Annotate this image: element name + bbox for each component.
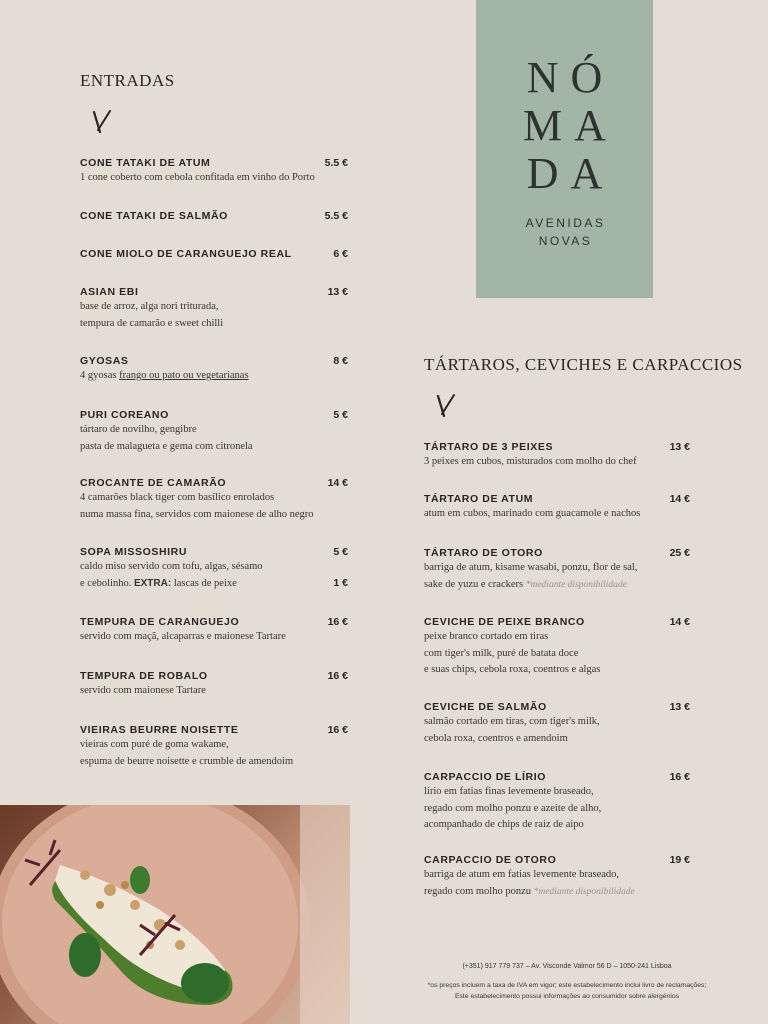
logo-line-2: MA bbox=[523, 101, 618, 150]
item-name: PURI COREANO bbox=[80, 409, 169, 421]
item-price: 14 € bbox=[327, 477, 348, 489]
chopsticks-icon bbox=[90, 108, 112, 136]
item-price: 13 € bbox=[327, 286, 348, 298]
item-price: 25 € bbox=[669, 547, 690, 559]
item-description: caldo miso servido com tofu, algas, sésamo bbox=[80, 561, 263, 572]
footer-contact: (+351) 917 779 737 – Av. Visconde Valmor 56 D – 1050-241 Lisboa bbox=[462, 963, 672, 970]
item-description: tártaro de novilho, gengibre bbox=[80, 424, 197, 435]
item-description: com tiger's milk, puré de batata doce bbox=[424, 647, 579, 659]
extra-row bbox=[80, 575, 348, 592]
menu-item bbox=[424, 616, 690, 678]
menu-item bbox=[424, 493, 690, 522]
chopsticks-icon bbox=[434, 392, 456, 420]
dish-photo bbox=[0, 805, 350, 1024]
item-price: 19 € bbox=[669, 854, 690, 866]
item-price: 13 € bbox=[669, 441, 690, 453]
extra-price: 1 € bbox=[333, 576, 348, 589]
menu-item bbox=[80, 546, 348, 591]
item-description: servido com maçã, alcaparras e maionese Tartare bbox=[80, 631, 286, 642]
item-name: TÁRTARO DE 3 PEIXES bbox=[424, 441, 554, 453]
menu-item bbox=[80, 248, 348, 260]
item-price: 8 € bbox=[333, 355, 348, 367]
item-description: servido com maionese Tartare bbox=[80, 685, 206, 696]
menu-item bbox=[80, 409, 348, 454]
item-description: numa massa fina, servidos com maionese de alho negro bbox=[80, 508, 314, 520]
footer-legal-2: Este estabelecimento possui informações ao consumidor sobre alergénios bbox=[454, 993, 680, 1000]
item-description: 1 cone coberto com cebola confitada em vinho do Porto bbox=[80, 172, 315, 183]
item-name: CONE TATAKI DE ATUM bbox=[80, 157, 211, 169]
logo-line-1: NÓ bbox=[526, 53, 615, 102]
menu-item bbox=[424, 441, 690, 470]
item-name: CONE MIOLO DE CARANGUEJO REAL bbox=[80, 248, 292, 260]
menu-item bbox=[80, 616, 348, 645]
item-description bbox=[424, 577, 690, 594]
extra-label: EXTRA: bbox=[133, 577, 172, 589]
extra-text: lascas de peixe bbox=[171, 577, 237, 589]
item-description: barriga de atum, kisame wasabi, ponzu, flor de sal, bbox=[424, 562, 638, 573]
item-description: atum em cubos, marinado com guacamole e nachos bbox=[424, 508, 641, 519]
item-description: barriga de atum em fatias levemente braseado, bbox=[424, 869, 620, 880]
item-name: TÁRTARO DE OTORO bbox=[424, 547, 543, 559]
desc-text: regado com molho ponzu bbox=[424, 885, 534, 897]
item-name: ASIAN EBI bbox=[80, 286, 139, 298]
logo-subtitle-2: NOVAS bbox=[538, 234, 593, 248]
item-price: 5 € bbox=[333, 409, 348, 421]
item-price: 5.5 € bbox=[324, 210, 348, 222]
item-price: 5 € bbox=[333, 546, 348, 558]
item-description bbox=[80, 368, 348, 384]
item-name: CROCANTE DE CAMARÃO bbox=[80, 477, 227, 489]
item-name: SOPA MISSOSHIRU bbox=[80, 546, 188, 558]
item-price: 13 € bbox=[669, 701, 690, 713]
item-description: peixe branco cortado em tiras bbox=[424, 631, 549, 642]
item-price: 14 € bbox=[669, 493, 690, 505]
item-name: CONE TATAKI DE SALMÃO bbox=[80, 210, 228, 222]
footer-legal-1: *os preços incluem a taxa de IVA em vigor; este estabelecimento inclui livro de reclamações; bbox=[427, 982, 707, 989]
item-description: lírio em fatias finas levemente braseado, bbox=[424, 786, 594, 797]
item-name: VIEIRAS BEURRE NOISETTE bbox=[80, 724, 239, 736]
item-price: 16 € bbox=[669, 771, 690, 783]
entradas-title: ENTRADAS bbox=[80, 71, 175, 90]
desc-text: sake de yuzu e crackers bbox=[424, 578, 526, 590]
desc-underlined-text: frango ou pato ou vegetarianas bbox=[119, 370, 249, 381]
item-price: 5.5 € bbox=[324, 157, 348, 169]
menu-item bbox=[424, 547, 690, 593]
item-description: salmão cortado em tiras, com tiger's milk, bbox=[424, 716, 600, 727]
item-description: cebola roxa, coentros e amendoim bbox=[424, 732, 568, 744]
item-name: CEVICHE DE PEIXE BRANCO bbox=[424, 616, 585, 628]
item-description: 3 peixes em cubos, misturados com molho do chef bbox=[424, 456, 637, 467]
item-name: CARPACCIO DE LÍRIO bbox=[424, 771, 547, 783]
item-description: pasta de malagueta e gema com citronela bbox=[80, 440, 253, 452]
item-description: regado com molho ponzu e azeite de alho, bbox=[424, 802, 602, 814]
desc-text: e cebolinho. bbox=[80, 577, 134, 589]
item-price: 16 € bbox=[327, 724, 348, 736]
availability-note: *mediante disponibilidade bbox=[525, 579, 627, 590]
dish-illustration bbox=[0, 805, 350, 1024]
item-name: CARPACCIO DE OTORO bbox=[424, 854, 557, 866]
item-description: base de arroz, alga nori triturada, bbox=[80, 301, 219, 312]
item-price: 14 € bbox=[669, 616, 690, 628]
item-description: vieiras com puré de goma wakame, bbox=[80, 739, 229, 750]
menu-item bbox=[80, 157, 348, 186]
item-name: CEVICHE DE SALMÃO bbox=[424, 701, 547, 713]
item-description: 4 camarões black tiger com basílico enrolados bbox=[80, 492, 275, 503]
menu-item bbox=[80, 724, 348, 769]
menu-item bbox=[80, 355, 348, 384]
desc-text: 4 gyosas bbox=[80, 370, 120, 381]
menu-item bbox=[424, 854, 690, 900]
availability-note: *mediante disponibilidade bbox=[533, 886, 635, 897]
item-description: espuma de beurre noisette e crumble de amendoim bbox=[80, 755, 294, 767]
item-description: acompanhado de chips de raiz de aipo bbox=[424, 819, 584, 830]
logo-subtitle-1: AVENIDAS bbox=[525, 216, 606, 230]
tartaros-title: TÁRTAROS, CEVICHES E CARPACCIOS bbox=[424, 355, 743, 374]
item-description: e suas chips, cebola roxa, coentros e algas bbox=[424, 664, 601, 675]
menu-item bbox=[80, 670, 348, 699]
item-name: TEMPURA DE ROBALO bbox=[80, 670, 208, 682]
item-name: TÁRTARO DE ATUM bbox=[424, 493, 534, 505]
logo-line-3: DA bbox=[526, 149, 615, 198]
item-price: 6 € bbox=[333, 248, 348, 260]
item-description bbox=[80, 576, 237, 592]
menu-item bbox=[424, 771, 690, 833]
menu-item bbox=[424, 701, 690, 746]
item-name: GYOSAS bbox=[80, 355, 129, 367]
item-price: 16 € bbox=[327, 670, 348, 682]
menu-item bbox=[80, 210, 348, 222]
menu-item bbox=[80, 477, 348, 522]
item-price: 16 € bbox=[327, 616, 348, 628]
item-description: tempura de camarão e sweet chilli bbox=[80, 317, 224, 329]
menu-item bbox=[80, 286, 348, 331]
item-description bbox=[424, 884, 690, 901]
logo-block bbox=[476, 0, 653, 298]
item-name: TEMPURA DE CARANGUEJO bbox=[80, 616, 240, 628]
